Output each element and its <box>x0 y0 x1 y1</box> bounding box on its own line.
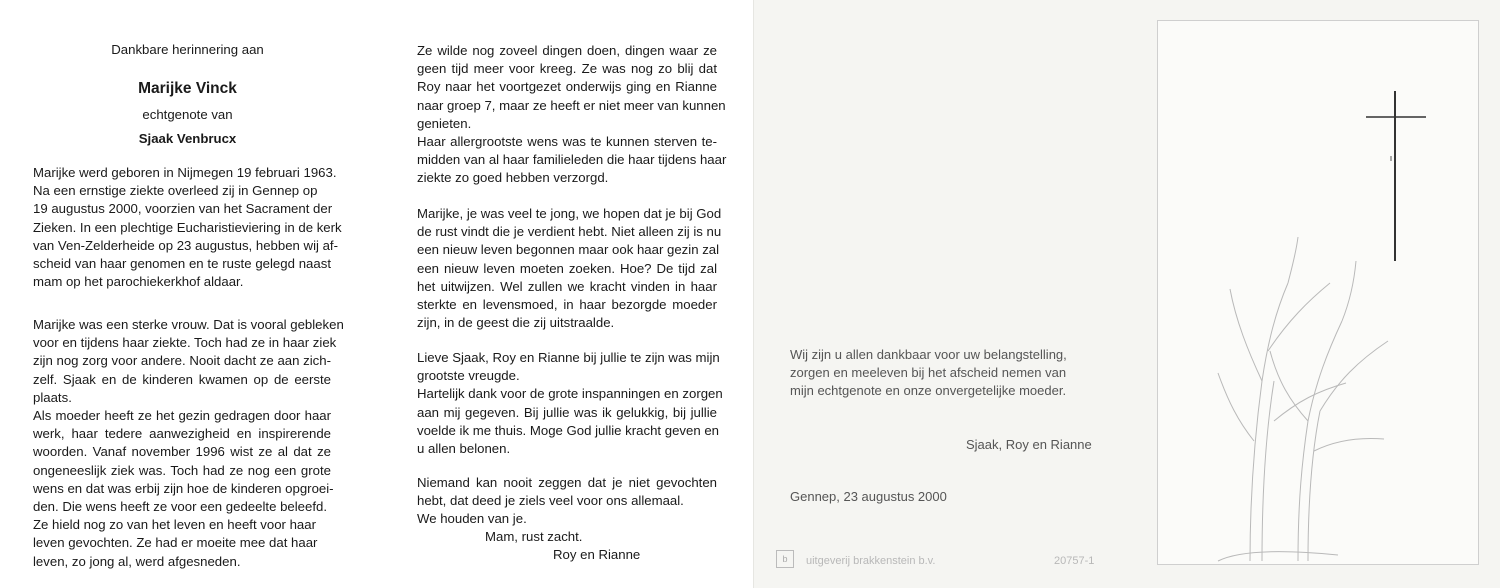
text-line: Hartelijk dank voor de grote inspanningen en zorgen <box>417 386 723 402</box>
text-line: genieten. <box>417 115 472 131</box>
text-line: Ze hield nog zo van het leven en heeft voor haar <box>33 517 316 533</box>
publisher-name: uitgeverij brakkenstein b.v. <box>806 555 936 567</box>
image-frame <box>1157 20 1479 565</box>
text-line: geen tijd meer voor kreeg. Ze was nog zo blij dat <box>417 61 717 77</box>
text-line: de rust vindt die je verdient hebt. Niet alleen zij is nu <box>417 224 722 240</box>
text-line: Haar allergrootste wens was te kunnen sterven te- <box>417 134 717 150</box>
biography-paragraph <box>33 164 342 291</box>
text-line: Roy naar het voortgezet onderwijs ging en Rianne <box>417 79 717 95</box>
text-line: hebt, dat deed je ziels veel voor ons allemaal. <box>417 493 684 509</box>
text-line: werk, haar tedere aanwezigheid en inspirerende <box>33 426 331 442</box>
text-line: den. Die wens heeft ze voor een gedeelte beleefd. <box>33 499 327 515</box>
spouse-prefix: echtgenote van <box>142 107 233 122</box>
text-line: aan mij gegeven. Bij jullie was ik gelukkig, bij jullie <box>417 404 717 420</box>
text-line: voelde ik me thuis. Moge God jullie kracht geven en <box>417 422 720 438</box>
family-signature: Sjaak, Roy en Rianne <box>966 437 1092 452</box>
text-line: leven, zo jong al, werd afgesneden. <box>33 553 241 569</box>
thank-you-message <box>790 346 1100 401</box>
print-code: 20757-1 <box>1054 555 1095 567</box>
place-date: Gennep, 23 augustus 2000 <box>790 489 947 504</box>
wishes-paragraph <box>417 42 727 188</box>
text-line: Ze wilde nog zoveel dingen doen, dingen waar ze <box>417 43 717 58</box>
text-line: voor en tijdens haar ziekte. Toch had ze in haar ziek <box>33 335 337 351</box>
text-line: Zieken. In een plechtige Eucharistieviering in de kerk <box>33 219 342 235</box>
tree-sketch-icon <box>1218 237 1388 561</box>
text-line: naar groep 7, maar ze heeft er niet meer van kunnen <box>417 97 726 113</box>
thanks-paragraph <box>417 349 723 458</box>
text-line: Marijke, je was veel te jong, we hopen dat je bij God <box>417 206 722 221</box>
closing-line: Mam, rust zacht. <box>485 529 583 544</box>
remembrance-heading: Dankbare herinnering aan <box>111 42 264 57</box>
text-line: scheid van haar genomen en te ruste gelegd naast <box>33 256 331 272</box>
text-line: 19 augustus 2000, voorzien van het Sacrament der <box>33 201 333 217</box>
text-line: Lieve Sjaak, Roy en Rianne bij jullie te zijn was mijn <box>417 350 720 365</box>
text-line: mam op het parochiekerkhof aldaar. <box>33 274 244 290</box>
text-line: Als moeder heeft ze het gezin gedragen door haar <box>33 408 331 424</box>
text-line: Na een ernstige ziekte overleed zij in Gennep op <box>33 183 318 199</box>
text-line: zijn, in de geest die zij uitstraalde. <box>417 315 615 331</box>
text-line: het uitwijzen. Wel zullen we kracht vinden in haar <box>417 278 717 294</box>
text-line: ongeneeslijk ziek was. Toch had ze nog een grote <box>33 462 331 478</box>
card-page-left <box>0 0 375 588</box>
text-line: van Ven-Zelderheide op 23 augustus, hebben wij af- <box>33 237 338 253</box>
text-line: midden van al haar familieleden die haar tijdens haar <box>417 152 727 168</box>
text-line: leven gevochten. Ze had er moeite mee dat haar <box>33 535 318 551</box>
cross-icon <box>1158 21 1480 566</box>
text-line: plaats. <box>33 389 72 405</box>
text-line: Wij zijn u allen dankbaar voor uw belangstelling, <box>790 347 1067 362</box>
spouse-name: Sjaak Venbrucx <box>138 131 237 146</box>
signature-line: Roy en Rianne <box>553 547 641 562</box>
text-line: Marijke werd geboren in Nijmegen 19 februari 1963. <box>33 165 337 180</box>
text-line: Marijke was een sterke vrouw. Dat is vooral gebleken <box>33 317 344 332</box>
text-line: zelf. Sjaak en de kinderen kwamen op de eerste <box>33 371 331 387</box>
text-line: zorgen en meeleven bij het afscheid nemen van <box>790 365 1067 381</box>
text-line: zijn nog zorg voor andere. Nooit dacht ze aan zich- <box>33 353 331 369</box>
text-line: mijn echtgenote en onze onvergetelijke moeder. <box>790 383 1067 399</box>
text-line: woorden. Vanaf november 1996 wist ze al dat ze <box>33 444 331 460</box>
character-paragraph <box>33 316 344 571</box>
publisher-logo-icon: b <box>776 550 794 568</box>
text-line: een nieuw leven begonnen maar ook haar gezin zal <box>417 242 720 258</box>
text-line: een nieuw leven moeten zoeken. Hoe? De tijd zal <box>417 260 717 276</box>
farewell-paragraph <box>417 205 722 332</box>
card-page-middle <box>375 0 753 588</box>
text-line: We houden van je. <box>417 511 527 527</box>
text-line: Niemand kan nooit zeggen dat je niet gevochten <box>417 475 717 490</box>
deceased-name: Marijke Vinck <box>138 80 237 97</box>
closing-paragraph <box>417 474 717 529</box>
text-line: wens en dat was erbij zijn hoe de kinderen opgroei- <box>33 480 334 496</box>
text-line: u allen belonen. <box>417 441 511 457</box>
text-line: sterkte en levensmoed, in haar bezorgde moeder <box>417 297 717 313</box>
text-line: ziekte zo goed hebben verzorgd. <box>417 170 609 186</box>
card-page-right <box>753 0 1500 588</box>
text-line: grootste vreugde. <box>417 368 520 384</box>
